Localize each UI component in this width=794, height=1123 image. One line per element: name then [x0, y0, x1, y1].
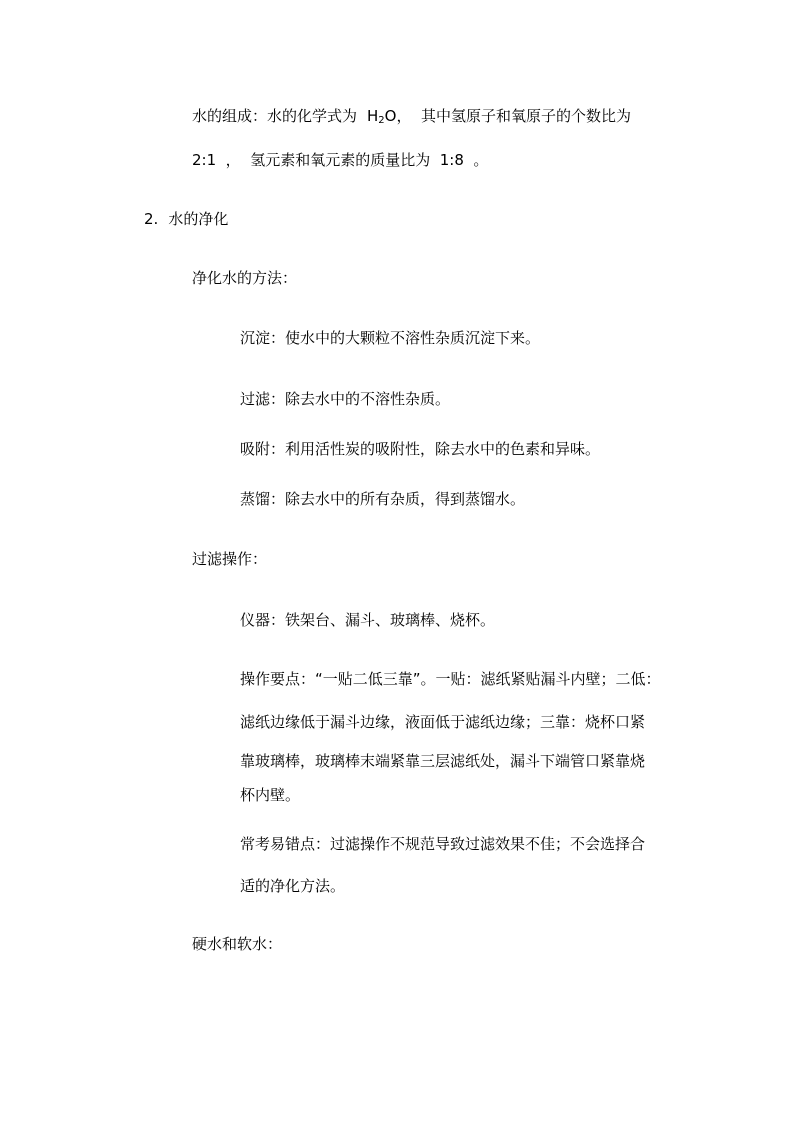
filtration-heading: 过滤操作： [192, 550, 268, 568]
water-formula: $H_2O$ [367, 107, 397, 126]
method-item: 吸附：利用活性炭的吸附性，除去水中的色素和异味。 [240, 440, 601, 458]
method-item: 过滤：除去水中的不溶性杂质。 [240, 390, 451, 408]
section-2-heading [144, 209, 228, 229]
method-item: 蒸馏：除去水中的所有杂质，得到蒸馏水。 [240, 490, 526, 508]
methods-heading: 净化水的方法： [192, 269, 298, 287]
composition-line-2: 2:1 ， 氢元素和氧元素的质量比为 1:8 。 [192, 151, 489, 169]
section-number: 2. [144, 210, 159, 228]
method-item: 沉淀：使水中的大颗粒不溶性杂质沉淀下来。 [240, 329, 541, 347]
key-points-line: 滤纸边缘低于漏斗边缘，液面低于滤纸边缘；三靠：烧杯口紧 [240, 713, 646, 731]
composition-line-1 [192, 106, 631, 126]
common-errors-line: 适的净化方法。 [240, 877, 346, 895]
filtration-instruments: 仪器：铁架台、漏斗、玻璃棒、烧杯。 [240, 611, 496, 629]
key-points-line: 靠玻璃棒，玻璃棒末端紧靠三层滤纸处，漏斗下端管口紧靠烧 [240, 752, 646, 770]
key-points-line: 操作要点：“一贴二低三靠”。一贴：滤纸紧贴漏斗内壁；二低： [240, 670, 661, 688]
section-title: 水的净化 [168, 210, 229, 228]
composition-label: 水的组成：水的化学式为 [192, 107, 358, 125]
key-points-line: 杯内壁。 [240, 786, 301, 804]
common-errors-line: 常考易错点：过滤操作不规范导致过滤效果不佳；不会选择合 [240, 835, 646, 853]
hardness-heading: 硬水和软水： [192, 935, 283, 953]
composition-line-1-rest: ， 其中氢原子和氧原子的个数比为 [396, 107, 632, 125]
